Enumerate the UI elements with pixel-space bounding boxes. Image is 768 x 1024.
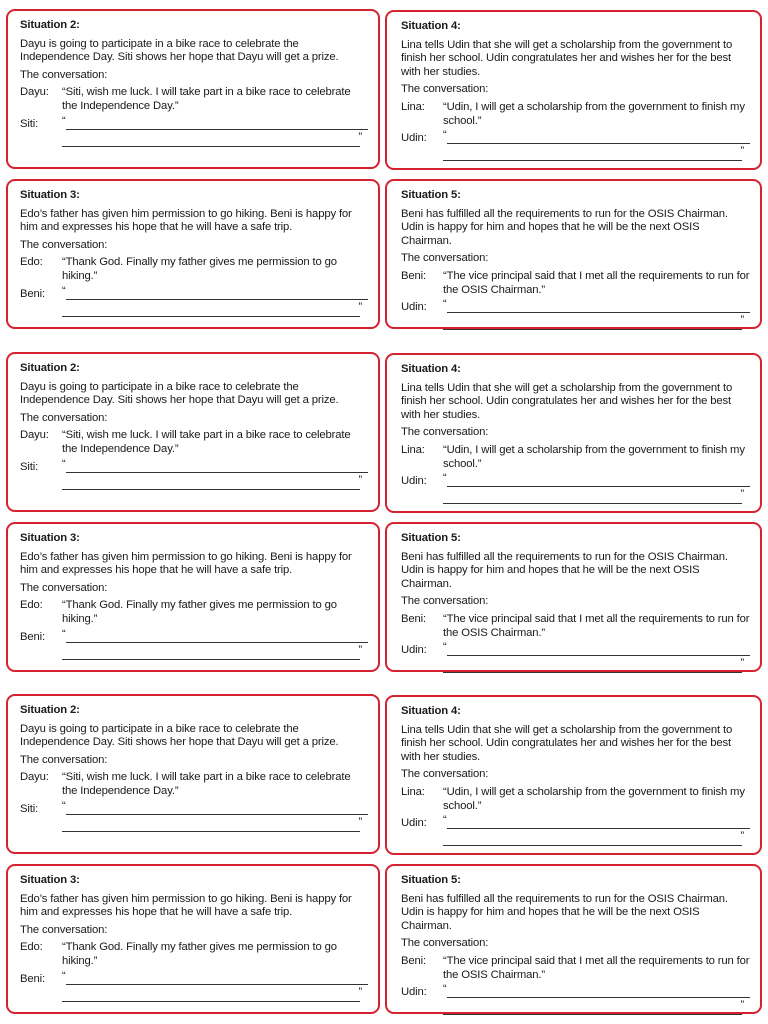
utterance: “Thank God. Finally my father gives me permission to go hiking.” [62, 256, 337, 282]
speaker-name: Beni: [401, 612, 426, 625]
answer-blank[interactable] [443, 129, 750, 166]
answer-line [20, 627, 368, 665]
open-quote: “ [443, 129, 447, 142]
open-quote: “ [443, 472, 447, 485]
situation-description: Edo’s father has given him permission to go hiking. Beni is happy for him and expresses his hope that he will have a safe trip. [20, 207, 352, 234]
situation-card [385, 522, 762, 672]
speaker-name: Lina: [401, 100, 425, 113]
situation-description: Dayu is going to participate in a bike race to celebrate the Independence Day. Siti shows her hope that Dayu will get a prize. [20, 722, 339, 749]
answer-blank[interactable] [62, 284, 368, 322]
speaker-name: Beni: [20, 630, 45, 643]
speaker-name: Dayu: [20, 771, 49, 784]
answer-line [20, 799, 368, 837]
conversation-label: The conversation: [401, 83, 489, 96]
blank-line [447, 143, 750, 144]
blank-line [62, 831, 360, 832]
speaker-name: Lina: [401, 785, 425, 798]
speaker-name: Lina: [401, 443, 425, 456]
open-quote: “ [443, 298, 447, 311]
conversation-label: The conversation: [20, 238, 108, 251]
close-quote: ” [740, 488, 744, 501]
conversation-label: The conversation: [20, 68, 108, 81]
blank-line [443, 672, 742, 673]
answer-blank[interactable] [443, 641, 750, 678]
open-quote: “ [62, 969, 66, 982]
situation-description: Beni has fulfilled all the requirements to run for the OSIS Chairman. Udin is happy for him and hopes that he will be the next OSIS Chairman. [401, 207, 728, 247]
speaker-name: Beni: [20, 972, 45, 985]
answer-line [401, 129, 750, 166]
blank-line [447, 486, 750, 487]
blank-line [66, 299, 368, 300]
open-quote: “ [62, 627, 66, 640]
situation-title: Situation 3: [20, 189, 80, 201]
dialogue-line [20, 86, 368, 113]
utterance: “Siti, wish me luck. I will take part in a bike race to celebrate the Independence Day.” [62, 771, 351, 797]
situation-description: Edo’s father has given him permission to go hiking. Beni is happy for him and expresses his hope that he will have a safe trip. [20, 550, 352, 577]
situation-card [385, 179, 762, 329]
conversation-label: The conversation: [20, 581, 108, 594]
dialogue-line [20, 941, 368, 968]
situation-title: Situation 4: [401, 705, 461, 717]
answer-line [20, 114, 368, 152]
utterance: “Thank God. Finally my father gives me permission to go hiking.” [62, 941, 337, 967]
open-quote: “ [62, 457, 66, 470]
speaker-name: Udin: [401, 986, 427, 999]
conversation-label: The conversation: [401, 937, 489, 950]
open-quote: “ [443, 983, 447, 996]
speaker-name: Dayu: [20, 86, 49, 99]
utterance: “The vice principal said that I met all the requirements to run for the OSIS Chairman.” [443, 954, 750, 981]
dialogue-line [20, 771, 368, 798]
answer-line [20, 969, 368, 1007]
situation-description: Lina tells Udin that she will get a scholarship from the government to finish her school. Udin congratulates her and wishes her for the best with her studies. [401, 38, 733, 78]
answer-blank[interactable] [62, 457, 368, 495]
answer-line [401, 983, 750, 1020]
speaker-name: Edo: [20, 941, 43, 954]
blank-line [443, 160, 742, 161]
answer-blank[interactable] [443, 814, 750, 851]
situation-title: Situation 5: [401, 874, 461, 886]
situation-card [6, 694, 380, 854]
speaker-name: Dayu: [20, 429, 49, 442]
situation-card [6, 352, 380, 512]
close-quote: ” [740, 145, 744, 158]
answer-blank[interactable] [62, 114, 368, 152]
situation-description: Beni has fulfilled all the requirements to run for the OSIS Chairman. Udin is happy for him and hopes that he will be the next OSIS Chairman. [401, 892, 728, 932]
answer-line [401, 814, 750, 851]
answer-blank[interactable] [443, 298, 750, 335]
dialogue-line [401, 270, 750, 297]
situation-title: Situation 2: [20, 19, 80, 31]
dialogue-line [20, 599, 368, 626]
utterance: “Thank God. Finally my father gives me permission to go hiking.” [62, 599, 337, 625]
blank-line [62, 316, 360, 317]
blank-line [447, 997, 750, 998]
utterance: “Udin, I will get a scholarship from the government to finish my school.” [443, 100, 745, 127]
answer-blank[interactable] [62, 799, 368, 837]
situation-title: Situation 2: [20, 362, 80, 374]
speaker-name: Siti: [20, 802, 39, 815]
situation-card [385, 695, 762, 855]
blank-line [62, 146, 360, 147]
dialogue-line [20, 429, 368, 456]
blank-line [447, 312, 750, 313]
close-quote: ” [740, 999, 744, 1012]
conversation-label: The conversation: [401, 426, 489, 439]
blank-line [447, 655, 750, 656]
blank-line [443, 329, 742, 330]
speaker-name: Beni: [20, 287, 45, 300]
speaker-name: Beni: [401, 269, 426, 282]
answer-blank[interactable] [443, 472, 750, 509]
situation-card [6, 179, 380, 329]
dialogue-line [20, 256, 368, 283]
situation-description: Beni has fulfilled all the requirements to run for the OSIS Chairman. Udin is happy for him and hopes that he will be the next OSIS Chairman. [401, 550, 728, 590]
dialogue-line [401, 444, 750, 471]
dialogue-line [401, 955, 750, 982]
answer-line [401, 298, 750, 335]
situation-description: Lina tells Udin that she will get a scholarship from the government to finish her school. Udin congratulates her and wishes her for the best with her studies. [401, 381, 733, 421]
situation-card [385, 864, 762, 1014]
utterance: “The vice principal said that I met all the requirements to run for the OSIS Chairman.” [443, 612, 750, 639]
conversation-label: The conversation: [401, 768, 489, 781]
answer-blank[interactable] [62, 969, 368, 1007]
answer-blank[interactable] [62, 627, 368, 665]
close-quote: ” [358, 985, 362, 998]
situation-description: Dayu is going to participate in a bike race to celebrate the Independence Day. Siti shows her hope that Dayu will get a prize. [20, 37, 339, 64]
close-quote: ” [358, 643, 362, 656]
close-quote: ” [358, 815, 362, 828]
answer-blank[interactable] [443, 983, 750, 1020]
speaker-name: Udin: [401, 644, 427, 657]
blank-line [66, 814, 368, 815]
utterance: “Siti, wish me luck. I will take part in a bike race to celebrate the Independence Day.” [62, 429, 351, 455]
blank-line [66, 642, 368, 643]
speaker-name: Udin: [401, 301, 427, 314]
blank-line [447, 828, 750, 829]
speaker-name: Siti: [20, 460, 39, 473]
conversation-label: The conversation: [401, 252, 489, 265]
situation-title: Situation 5: [401, 532, 461, 544]
close-quote: ” [358, 473, 362, 486]
situation-description: Lina tells Udin that she will get a scholarship from the government to finish her school. Udin congratulates her and wishes her for the best with her studies. [401, 723, 733, 763]
blank-line [443, 1014, 742, 1015]
answer-line [401, 641, 750, 678]
open-quote: “ [443, 814, 447, 827]
answer-line [20, 457, 368, 495]
situation-card [6, 9, 380, 169]
close-quote: ” [740, 314, 744, 327]
blank-line [443, 503, 742, 504]
open-quote: “ [62, 799, 66, 812]
dialogue-line [401, 786, 750, 813]
answer-line [401, 472, 750, 509]
situation-card [6, 522, 380, 672]
blank-line [66, 984, 368, 985]
blank-line [443, 845, 742, 846]
dialogue-line [401, 101, 750, 128]
utterance: “Udin, I will get a scholarship from the government to finish my school.” [443, 443, 745, 470]
speaker-name: Udin: [401, 132, 427, 145]
situation-description: Dayu is going to participate in a bike race to celebrate the Independence Day. Siti shows her hope that Dayu will get a prize. [20, 380, 339, 407]
open-quote: “ [62, 284, 66, 297]
situation-title: Situation 4: [401, 363, 461, 375]
situation-description: Edo’s father has given him permission to go hiking. Beni is happy for him and expresses his hope that he will have a safe trip. [20, 892, 352, 919]
situation-card [6, 864, 380, 1014]
open-quote: “ [443, 641, 447, 654]
open-quote: “ [62, 114, 66, 127]
blank-line [66, 472, 368, 473]
close-quote: ” [740, 657, 744, 670]
situation-title: Situation 3: [20, 532, 80, 544]
situation-title: Situation 5: [401, 189, 461, 201]
close-quote: ” [358, 130, 362, 143]
utterance: “The vice principal said that I met all the requirements to run for the OSIS Chairman.” [443, 269, 750, 296]
speaker-name: Siti: [20, 117, 39, 130]
speaker-name: Edo: [20, 599, 43, 612]
speaker-name: Udin: [401, 475, 427, 488]
utterance: “Udin, I will get a scholarship from the government to finish my school.” [443, 785, 745, 812]
speaker-name: Udin: [401, 817, 427, 830]
situation-title: Situation 2: [20, 704, 80, 716]
conversation-label: The conversation: [401, 595, 489, 608]
situation-card [385, 10, 762, 170]
conversation-label: The conversation: [20, 411, 108, 424]
situation-title: Situation 4: [401, 20, 461, 32]
situation-card [385, 353, 762, 513]
blank-line [62, 1001, 360, 1002]
answer-line [20, 284, 368, 322]
dialogue-line [401, 613, 750, 640]
utterance: “Siti, wish me luck. I will take part in a bike race to celebrate the Independence Day.” [62, 86, 351, 112]
speaker-name: Beni: [401, 954, 426, 967]
blank-line [62, 489, 360, 490]
conversation-label: The conversation: [20, 923, 108, 936]
speaker-name: Edo: [20, 256, 43, 269]
blank-line [62, 659, 360, 660]
close-quote: ” [740, 830, 744, 843]
situation-title: Situation 3: [20, 874, 80, 886]
conversation-label: The conversation: [20, 753, 108, 766]
close-quote: ” [358, 300, 362, 313]
blank-line [66, 129, 368, 130]
